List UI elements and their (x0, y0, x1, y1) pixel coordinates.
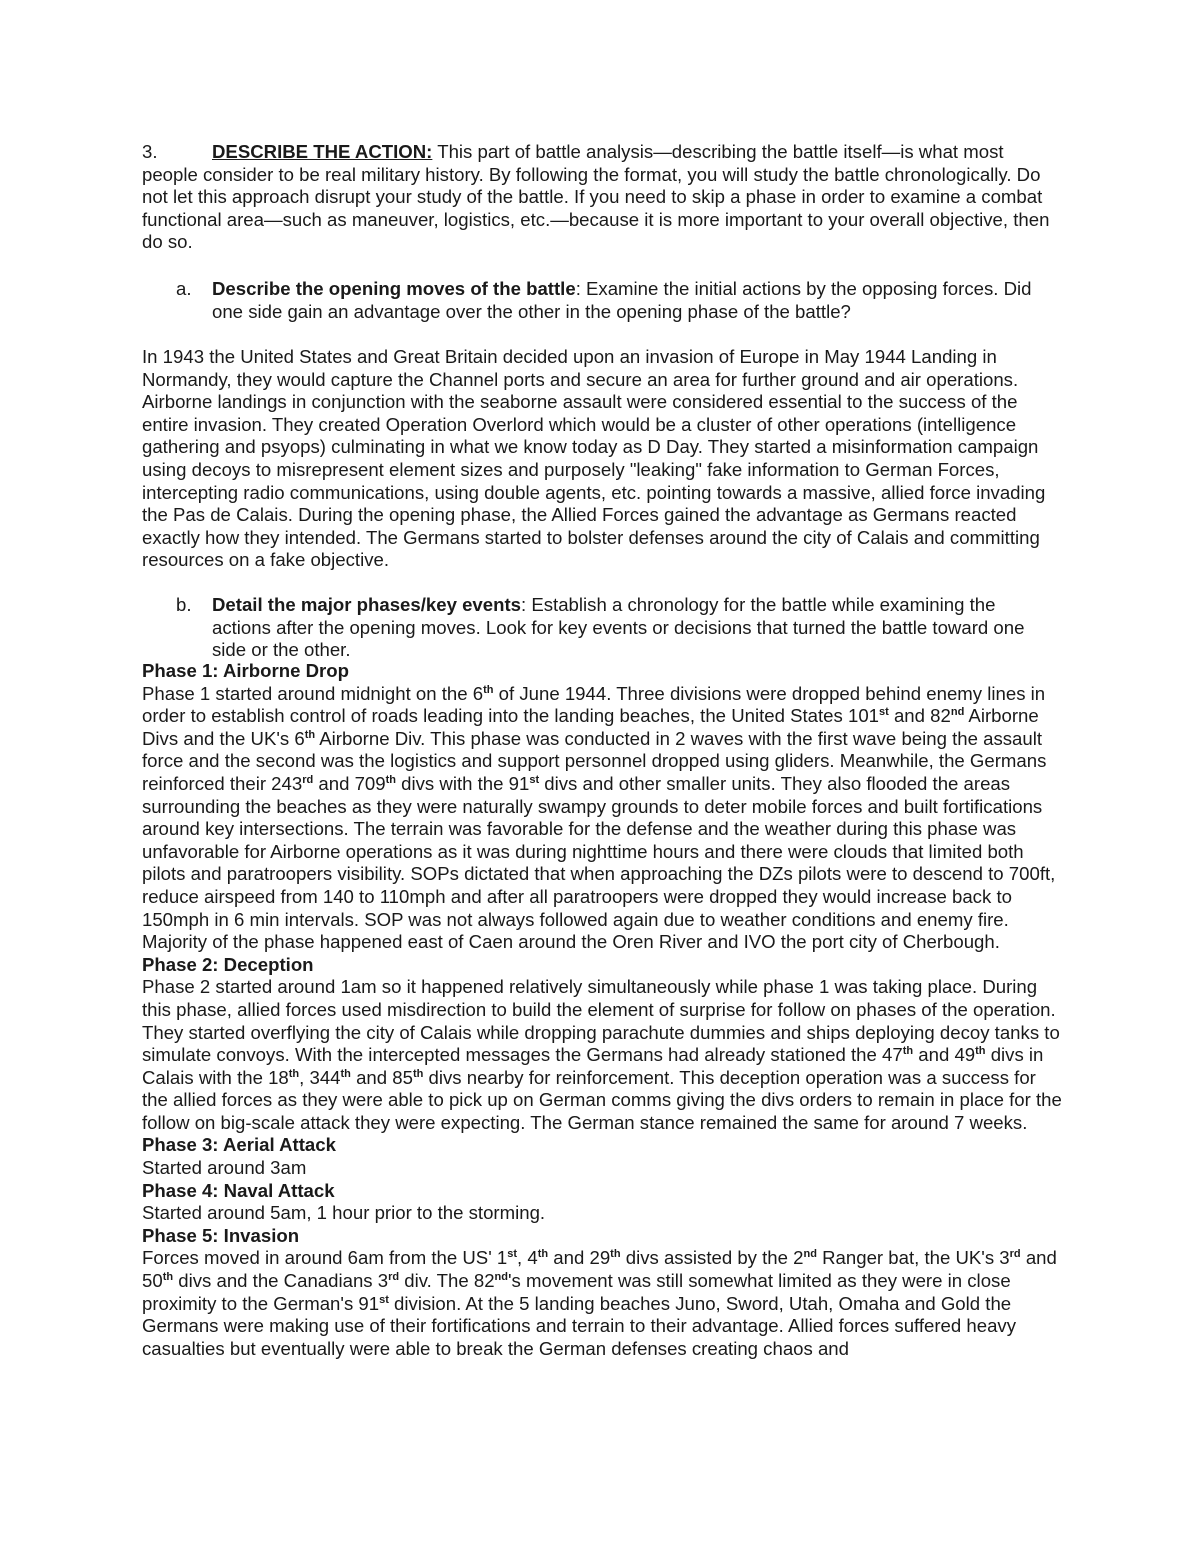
phase-4-text: Started around 5am, 1 hour prior to the storming. (142, 1202, 546, 1224)
section-intro-text: This part of battle analysis—describing the battle itself—is what most people consider to be real military history. By following the format, you will study the battle chronologically. Do not let this approach disrupt your study of the battle. If you need to skip a phase in order to examine a combat functional area—such as maneuver, logistics, etc.—because it is more important to your overall objective, then do so. (142, 141, 1050, 253)
item-b (176, 594, 1056, 662)
phase-4-title: Phase 4: Naval Attack (142, 1179, 335, 1201)
phase-3-text: Started around 3am (142, 1157, 307, 1179)
phase-2-text: Phase 2 started around 1am so it happened relatively simultaneously while phase 1 was taking place. During this phase, allied forces used misdirection to build the element of surprise for follow on phases of the operation. They started overflying the city of Calais while dropping parachute dummies and ships deploying decoy tanks to simulate convoys. With the intercepted messages the Germans had already stationed the 47th and 49th divs in Calais with the 18th, 344th and 85th divs nearby for reinforcement. This deception operation was a success for the allied forces as they were able to pick up on German comms giving the divs orders to remain in place for the follow on big-scale attack they were expecting. The German stance remained the same for around 7 weeks. (142, 976, 1062, 1133)
item-b-letter: b. (176, 594, 192, 615)
phase-5-title: Phase 5: Invasion (142, 1224, 300, 1246)
phase-5-text: Forces moved in around 6am from the US' 1st, 4th and 29th divs assisted by the 2nd Ranger bat, the UK's 3rd and 50th divs and the Canadians 3rd div. The 82nd's movement was still somewhat limited as they were in close proximity to the German's 91st division. At the 5 landing beaches Juno, Sword, Utah, Omaha and Gold the Germans were making use of their fortifications and terrain to their advantage. Allied forces suffered heavy casualties but eventually were able to break the German defenses creating chaos and (142, 1247, 1057, 1359)
section-number: 3. (142, 141, 158, 162)
item-a (176, 278, 1056, 323)
answer-a-paragraph: In 1943 the United States and Great Britain decided upon an invasion of Europe in May 1944 Landing in Normandy, they would capture the Channel ports and secure an area for further ground and air operations. Airborne landings in conjunction with the seaborne assault were considered essential to the success of the entire invasion. They created Operation Overlord which would be a cluster of other operations (intelligence gathering and psyops) culminating in what we know today as D Day. They started a misinformation campaign using decoys to misrepresent element sizes and purposely "leaking" fake information to German Forces, intercepting radio communications, using double agents, etc. pointing towards a massive, allied force invading the Pas de Calais. During the opening phase, the Allied Forces gained the advantage as Germans reacted exactly how they intended. The Germans started to bolster defenses around the city of Calais and committing resources on a fake objective. (142, 346, 1046, 571)
item-b-text: : Establish a chronology for the battle while examining the actions after the opening moves. Look for key events or decisions that turned the battle toward one side or the other. (212, 594, 1025, 661)
phase-2-title: Phase 2: Deception (142, 953, 314, 975)
item-a-text: : Examine the initial actions by the opposing forces. Did one side gain an advantage over the other in the opening phase of the battle? (212, 278, 1032, 322)
phases-block (142, 660, 1062, 1360)
item-b-heading: Detail the major phases/key events (212, 594, 522, 615)
phase-1-text: Phase 1 started around midnight on the 6th of June 1944. Three divisions were dropped behind enemy lines in order to establish control of roads leading into the landing beaches, the United States 101st and 82nd Airborne Divs and the UK's 6th Airborne Div. This phase was conducted in 2 waves with the first wave being the assault force and the second was the logistics and support personnel dropped using gliders. Meanwhile, the Germans reinforced their 243rd and 709th divs with the 91st divs and other smaller units. They also flooded the areas surrounding the beaches as they were naturally swampy grounds to deter mobile forces and built fortifications around key intersections. The terrain was favorable for the defense and the weather during this phase was unfavorable for Airborne operations as it was during nighttime hours and there were clouds that limited both pilots and paratroopers visibility. SOPs dictated that when approaching the DZs pilots were to descend to 700ft, reduce airspeed from 140 to 110mph and after all paratroopers were dropped they would increase back to 150mph in 6 min intervals. SOP was not always followed again due to weather conditions and enemy fire. Majority of the phase happened east of Caen around the Oren River and IVO the port city of Cherbough. (142, 682, 1056, 953)
item-a-letter: a. (176, 278, 192, 299)
phase-3-title: Phase 3: Aerial Attack (142, 1134, 336, 1156)
phase-1-title: Phase 1: Airborne Drop (142, 660, 349, 681)
item-a-heading: Describe the opening moves of the battle (212, 278, 576, 299)
section-3-paragraph (142, 141, 1062, 254)
section-heading: DESCRIBE THE ACTION: (212, 141, 433, 162)
